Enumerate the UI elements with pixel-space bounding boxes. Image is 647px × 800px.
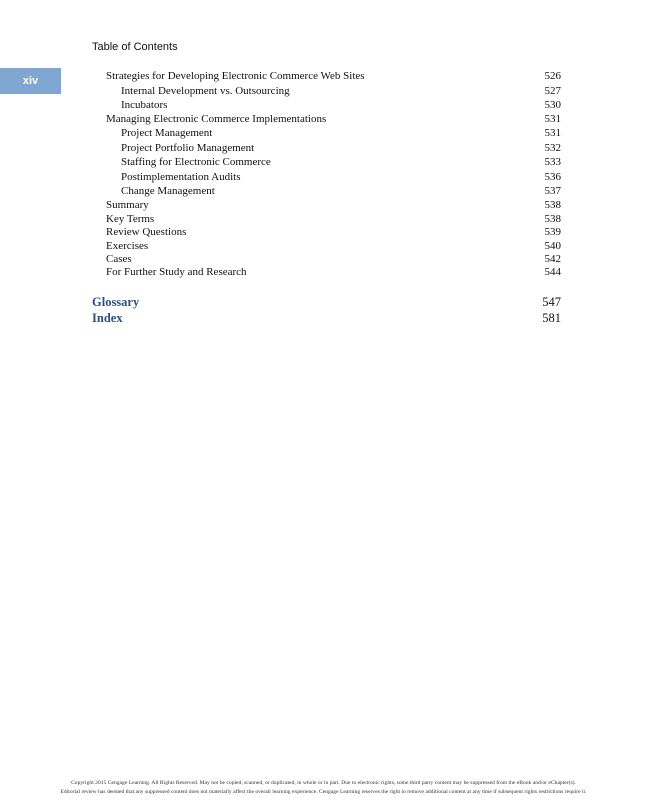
copyright-notice: Copyright 2015 Cengage Learning. All Rights Reserved. May not be copied, scanned, or duplicated, in whole or in part. Due to electronic rights, some third party content may be suppressed from the eBook and/or eChapter(s). — [71, 780, 576, 786]
toc-entry[interactable] — [0, 225, 647, 239]
toc-entry-page: 537 — [544, 185, 561, 197]
toc-entry[interactable] — [0, 170, 647, 184]
toc-entry-page: 539 — [544, 226, 561, 238]
toc-entry[interactable] — [0, 84, 647, 98]
running-header: Table of Contents — [92, 41, 178, 53]
toc-entry-page: 544 — [544, 266, 561, 278]
toc-entry-title: Incubators — [121, 99, 168, 111]
toc-entry-page: 526 — [544, 70, 561, 82]
toc-entry-title: Postimplementation Audits — [121, 171, 241, 183]
toc-entry[interactable] — [0, 69, 647, 83]
toc-entry-page: 536 — [544, 171, 561, 183]
toc-entry[interactable] — [0, 198, 647, 212]
toc-entry-title: Managing Electronic Commerce Implementations — [106, 113, 327, 125]
toc-entry-page: 581 — [542, 311, 561, 325]
toc-entry[interactable] — [0, 184, 647, 198]
toc-entry[interactable] — [0, 141, 647, 155]
toc-entry-page: 547 — [542, 295, 561, 309]
toc-entry-title: Staffing for Electronic Commerce — [121, 156, 271, 168]
toc-entry[interactable] — [0, 98, 647, 112]
editorial-notice: Editorial review has deemed that any suppressed content does not materially affect the overall learning experience. Cengage Learning reserves the right to remove additional content at any time if subsequent rights restrictions require it. — [60, 789, 587, 795]
toc-entry-title: Project Portfolio Management — [121, 142, 255, 154]
toc-entry-title: Cases — [106, 253, 132, 265]
toc-entry-title: For Further Study and Research — [106, 266, 247, 278]
toc-entry[interactable] — [0, 239, 647, 253]
toc-entry[interactable] — [0, 126, 647, 140]
toc-entry-page: 531 — [544, 113, 561, 125]
toc-entry-title: Change Management — [121, 185, 215, 197]
toc-entry-title: Key Terms — [106, 213, 155, 225]
toc-entry-title: Review Questions — [106, 226, 187, 238]
toc-entry-page: 540 — [544, 240, 561, 252]
toc-entry-title: Summary — [106, 199, 149, 211]
toc-entry-page: 530 — [544, 99, 561, 111]
toc-entry-title: Strategies for Developing Electronic Commerce Web Sites — [106, 70, 365, 82]
toc-entry[interactable] — [0, 112, 647, 126]
page-number-tab: xiv — [0, 68, 61, 94]
toc-entry-page: 531 — [544, 127, 561, 139]
toc-index[interactable] — [0, 310, 647, 326]
toc-entry-title: Glossary — [92, 295, 140, 309]
toc-entry-page: 532 — [544, 142, 561, 154]
toc-entry-page: 527 — [544, 85, 561, 97]
toc-entry[interactable] — [0, 265, 647, 279]
toc-entry-page: 533 — [544, 156, 561, 168]
toc-entry-page: 542 — [544, 253, 561, 265]
toc-entry-title: Internal Development vs. Outsourcing — [121, 85, 290, 97]
toc-entry-title: Exercises — [106, 240, 149, 252]
toc-entry-page: 538 — [544, 213, 561, 225]
toc-entry[interactable] — [0, 155, 647, 169]
toc-entry-title: Index — [92, 311, 123, 325]
toc-entry[interactable] — [0, 252, 647, 266]
toc-entry-page: 538 — [544, 199, 561, 211]
toc-glossary[interactable] — [0, 294, 647, 310]
toc-entry-title: Project Management — [121, 127, 213, 139]
toc-entry[interactable] — [0, 212, 647, 226]
